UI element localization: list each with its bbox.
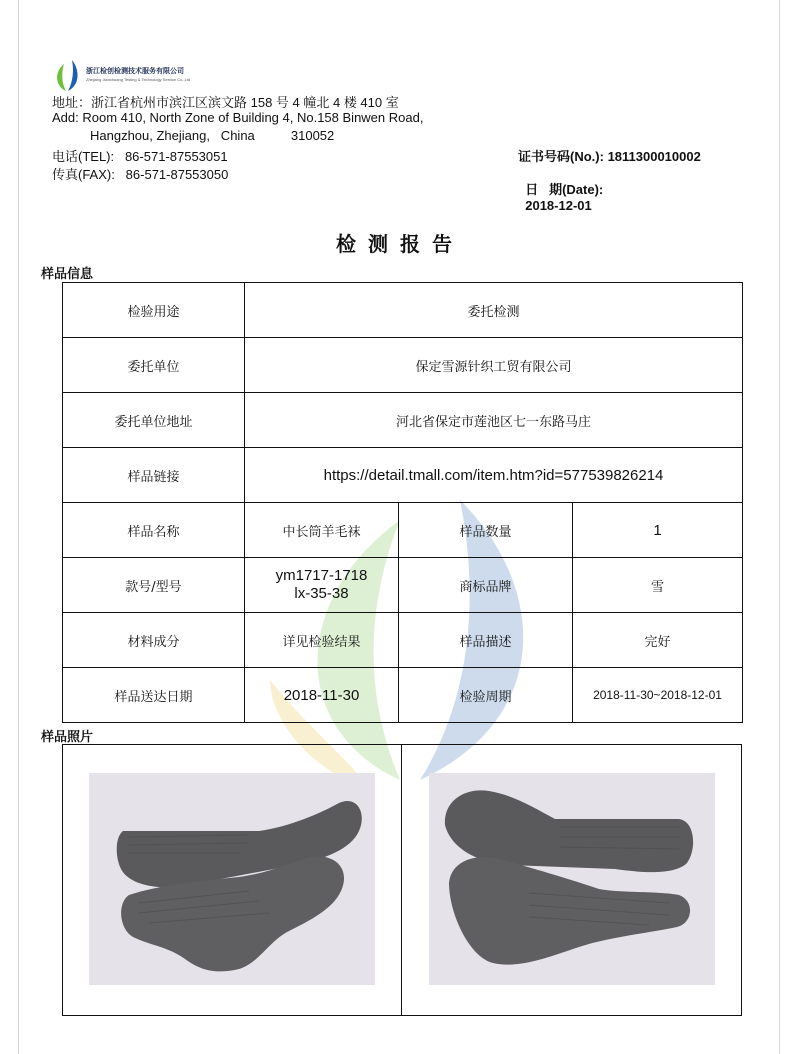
send-date-value: 2018-11-30 (245, 668, 399, 723)
purpose-label: 检验用途 (63, 283, 245, 338)
company-name-cn: 浙江检创检测技术服务有限公司 (86, 68, 184, 75)
certificate-date-label: 日 期(Date): (525, 182, 604, 197)
certificate-date-value: 2018-12-01 (525, 198, 592, 213)
table-row (63, 613, 743, 668)
period-label: 检验周期 (399, 668, 573, 723)
brand-label: 商标品牌 (399, 558, 573, 613)
sample-quantity-value: 1 (573, 503, 743, 558)
certificate-date (518, 164, 603, 213)
table-row (63, 668, 743, 723)
model-label: 款号/型号 (63, 558, 245, 613)
send-date-label: 样品送达日期 (63, 668, 245, 723)
section-sample-photos: 样品照片 (41, 730, 94, 745)
address-en-line2: Hangzhou, Zhejiang, China 310052 (90, 128, 335, 143)
purpose-value: 委托检测 (245, 283, 743, 338)
model-value-line2: lx-35-38 (294, 585, 349, 602)
fax-line: 传真(FAX): 86-571-87553050 (52, 167, 229, 182)
sample-name-label: 样品名称 (63, 503, 245, 558)
table-row (63, 283, 743, 338)
company-name-en: Zhejiang Jianchuang Testing & Technology Service Co.,Ltd (86, 77, 191, 82)
brand-value: 雪 (573, 558, 743, 613)
material-label: 材料成分 (63, 613, 245, 668)
certificate-number-value: 1811300010002 (607, 149, 701, 164)
material-value: 详见检验结果 (245, 613, 399, 668)
address-cn: 地址：浙江省杭州市滨江区滨文路 158 号 4 幢北 4 楼 410 室 (52, 95, 399, 110)
sample-link-value: https://detail.tmall.com/item.htm?id=577539826214 (245, 448, 743, 503)
client-address-label: 委托单位地址 (63, 393, 245, 448)
photo-divider (401, 745, 402, 1015)
sample-link-label: 样品链接 (63, 448, 245, 503)
model-value (245, 558, 399, 613)
sample-info-table (62, 282, 743, 723)
certificate-number-label: 证书号码(No.): (518, 149, 604, 164)
report-title: 检测报告 (336, 232, 464, 256)
table-row (63, 448, 743, 503)
certificate-number (518, 146, 701, 165)
table-row (63, 503, 743, 558)
sample-name-value: 中长筒羊毛袜 (245, 503, 399, 558)
sample-quantity-label: 样品数量 (399, 503, 573, 558)
client-value: 保定雪源针织工贸有限公司 (245, 338, 743, 393)
client-address-value: 河北省保定市莲池区七一东路马庄 (245, 393, 743, 448)
sample-photos-table (62, 744, 742, 1016)
model-value-line1: ym1717-1718 (275, 567, 368, 584)
tel-line: 电话(TEL): 86-571-87553051 (52, 149, 228, 164)
company-logo-icon (52, 58, 82, 92)
sock-photo-left (89, 773, 375, 985)
section-sample-info: 样品信息 (41, 267, 94, 282)
table-row (63, 393, 743, 448)
client-label: 委托单位 (63, 338, 245, 393)
description-label: 样品描述 (399, 613, 573, 668)
period-value: 2018-11-30~2018-12-01 (573, 668, 743, 723)
table-row (63, 338, 743, 393)
address-en-line1: Add: Room 410, North Zone of Building 4, No.158 Binwen Road, (52, 110, 424, 125)
description-value: 完好 (573, 613, 743, 668)
table-row (63, 558, 743, 613)
sock-photo-right (429, 773, 715, 985)
